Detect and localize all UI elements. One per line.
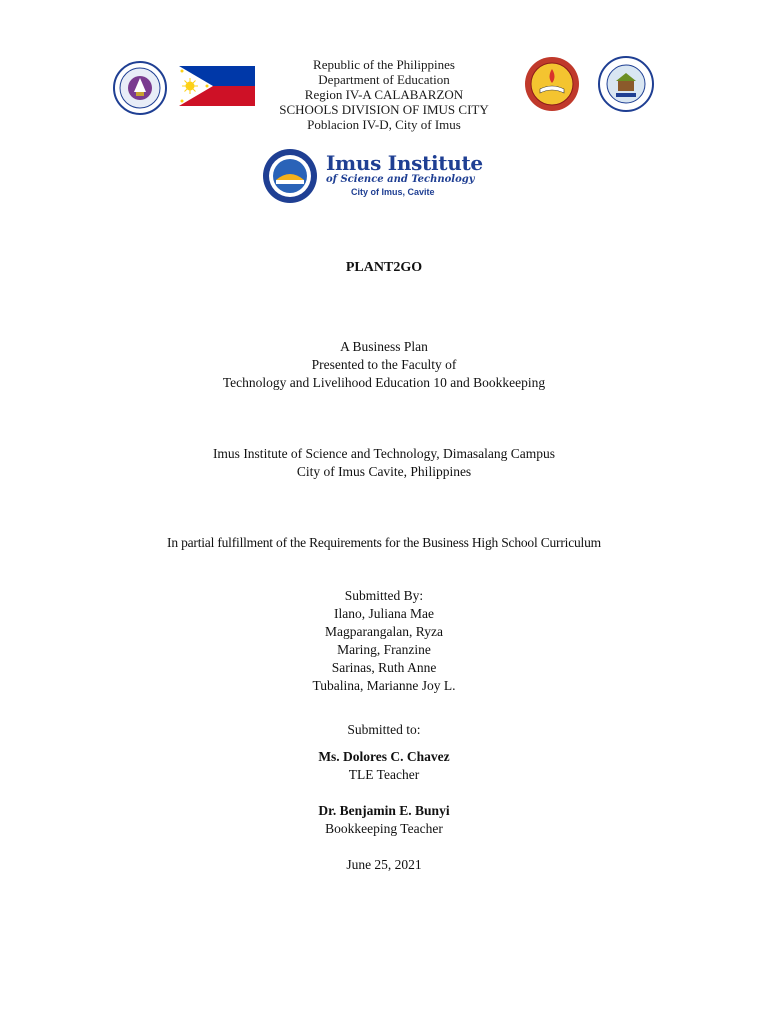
header-country: Republic of the Philippines: [313, 57, 455, 72]
teacher-2-block: [0, 802, 768, 838]
presentation-line-1: A Business Plan: [340, 339, 428, 354]
submitted-by-block: [0, 587, 768, 695]
campus-line-1: Imus Institute of Science and Technology, Dimasalang Campus: [212, 446, 556, 461]
presentation-block: [0, 338, 768, 392]
submission-date: June 25, 2021: [346, 857, 422, 872]
presentation-line-2: Presented to the Faculty of: [311, 357, 457, 372]
presentation-line-3: Technology and Livelihood Education 10 and Bookkeeping: [222, 375, 546, 390]
document-title-block: [0, 259, 768, 277]
member-name: Ilano, Juliana Mae: [333, 606, 435, 621]
member-name: Maring, Franzine: [337, 642, 431, 657]
submitted-by-label: Submitted By:: [344, 588, 424, 603]
teacher-2-role: Bookkeeping Teacher: [325, 821, 443, 836]
campus-block: [0, 445, 768, 481]
date-block: [0, 856, 768, 874]
campus-line-2: City of Imus Cavite, Philippines: [296, 464, 472, 479]
government-header: [250, 57, 518, 132]
city-seal-icon: [594, 55, 658, 113]
header-address: Poblacion IV-D, City of Imus: [307, 117, 461, 132]
teacher-1-name: Ms. Dolores C. Chavez: [318, 749, 450, 764]
header-department: Department of Education: [318, 72, 450, 87]
submitted-to-block: [0, 721, 768, 739]
school-name-block: [326, 151, 483, 198]
school-logo-icon: [262, 148, 318, 204]
school-location: City of Imus, Cavite: [351, 187, 435, 197]
member-name: Magparangalan, Ryza: [325, 624, 443, 639]
teacher-2-name: Dr. Benjamin E. Bunyi: [318, 803, 450, 818]
school-subtitle: of Science and Technology: [326, 174, 475, 185]
school-name: Imus Institute: [326, 151, 483, 175]
member-name: Tubalina, Marianne Joy L.: [312, 678, 456, 693]
fulfillment-line: In partial fulfillment of the Requirements for the Business High School Curriculum: [167, 535, 601, 550]
header-division: SCHOOLS DIVISION OF IMUS CITY: [279, 102, 489, 117]
document-title: PLANT2GO: [345, 260, 423, 275]
teacher-1-block: [0, 748, 768, 784]
submitted-to-label: Submitted to:: [347, 722, 421, 737]
division-seal-icon: [521, 55, 583, 113]
header-region: Region IV-A CALABARZON: [304, 87, 464, 102]
member-name: Sarinas, Ruth Anne: [331, 660, 437, 675]
fulfillment-block: [0, 534, 768, 552]
deped-seal-icon: [109, 60, 171, 116]
teacher-1-role: TLE Teacher: [348, 767, 420, 782]
philippine-flag-icon: [179, 66, 255, 106]
